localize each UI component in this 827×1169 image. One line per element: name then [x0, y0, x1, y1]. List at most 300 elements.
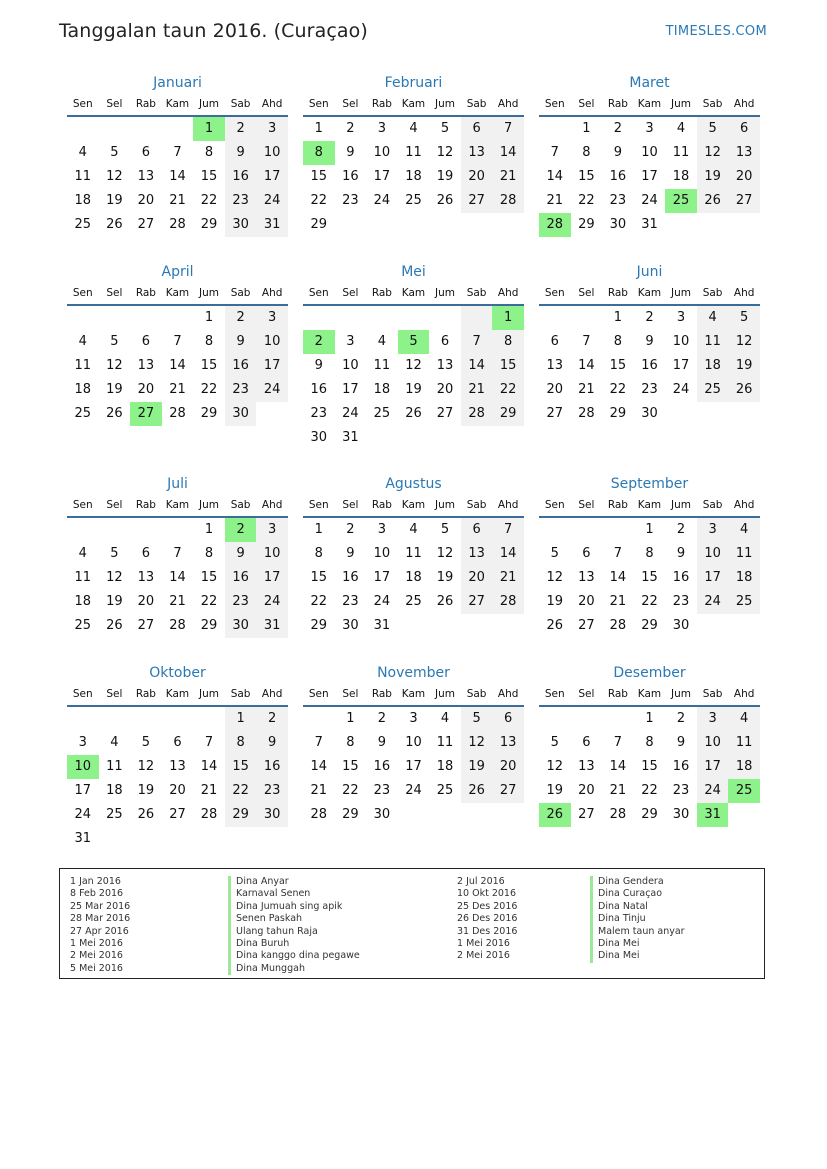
- calendar-day: 16: [310, 382, 328, 397]
- month-name: Juli: [167, 476, 188, 492]
- calendar-day: 29: [310, 217, 328, 232]
- month-name: Maret: [629, 75, 670, 91]
- empty-day: [256, 402, 288, 426]
- week-row: [303, 354, 524, 378]
- weekday-label: Rab: [607, 98, 628, 110]
- calendar-day: 2: [613, 121, 623, 136]
- weekday-label: Sel: [578, 688, 595, 700]
- calendar-day: 25: [373, 406, 391, 421]
- weekday-label: Ahd: [497, 287, 519, 299]
- week-row: [303, 213, 524, 237]
- weekday-label: Ahd: [497, 688, 519, 700]
- calendar-day: 7: [492, 117, 524, 141]
- calendar-day: 5: [550, 735, 559, 750]
- calendar-day: 12: [405, 358, 422, 373]
- empty-day: [225, 827, 257, 851]
- week-row: [539, 731, 760, 755]
- week-row: [539, 614, 760, 638]
- week-row: [67, 354, 288, 378]
- empty-day: [697, 614, 729, 638]
- empty-day: [366, 213, 398, 237]
- calendar-day: 2: [346, 121, 355, 136]
- weekday-label: Kam: [637, 499, 662, 511]
- calendar-day: 28: [492, 189, 524, 213]
- weekday-label: Sel: [106, 499, 123, 511]
- calendar-day: 31: [641, 217, 658, 232]
- calendar-day: 3: [377, 121, 387, 136]
- page-title: Tanggalan taun 2016. (Curaçao): [59, 20, 368, 42]
- calendar-day: 9: [346, 145, 355, 160]
- weekday-label: Sab: [230, 499, 251, 511]
- weekday-label: Ahd: [497, 499, 519, 511]
- calendar-day: 19: [405, 382, 422, 397]
- calendar-day: 3: [377, 522, 387, 537]
- week-row: [67, 731, 288, 755]
- weekday-label: Sab: [466, 688, 487, 700]
- calendar-day: 9: [645, 334, 654, 349]
- calendar-day: 9: [676, 735, 686, 750]
- calendar-day: 11: [728, 731, 760, 755]
- calendar-day: 2: [225, 306, 257, 330]
- calendar-day: 13: [461, 141, 493, 165]
- calendar-day: 12: [461, 731, 493, 755]
- calendar-day: 30: [225, 614, 257, 638]
- calendar-day: 25: [405, 193, 422, 208]
- calendar-day: 18: [106, 783, 123, 798]
- holiday-day: 31: [697, 803, 729, 827]
- month-desember: [539, 662, 760, 827]
- calendar-day: 20: [137, 193, 155, 208]
- week-row: [539, 402, 760, 426]
- calendar-day: 14: [169, 570, 186, 585]
- week-row: [539, 779, 760, 803]
- month-oktober: [67, 662, 288, 851]
- calendar-day: 23: [225, 378, 257, 402]
- weekday-header: [303, 495, 524, 518]
- weekday-label: Sab: [466, 499, 487, 511]
- weekday-label: Rab: [607, 499, 628, 511]
- calendar-day: 11: [373, 358, 391, 373]
- weekday-label: Rab: [135, 499, 156, 511]
- weekday-label: Sen: [544, 98, 565, 110]
- legend-holiday-name: Dina Mei: [590, 938, 685, 950]
- calendar-day: 15: [641, 570, 658, 585]
- calendar-day: 20: [578, 783, 595, 798]
- calendar-day: 22: [200, 193, 218, 208]
- calendar-day: 5: [110, 546, 119, 561]
- weekday-header: [67, 495, 288, 518]
- calendar-day: 20: [137, 382, 155, 397]
- empty-day: [461, 213, 493, 237]
- week-row: [303, 614, 524, 638]
- calendar-day: 12: [728, 330, 760, 354]
- week-row: [303, 566, 524, 590]
- empty-day: [492, 614, 524, 638]
- empty-day: [492, 803, 524, 827]
- month-name: Oktober: [149, 665, 206, 681]
- week-row: [67, 518, 288, 542]
- month-name: April: [161, 264, 194, 280]
- calendar-day: 7: [314, 735, 323, 750]
- calendar-day: 8: [204, 145, 214, 160]
- weekday-label: Jum: [199, 287, 220, 299]
- calendar-day: 25: [728, 590, 760, 614]
- calendar-day: 1: [582, 121, 591, 136]
- weekday-label: Sen: [72, 688, 93, 700]
- calendar-day: 9: [225, 141, 257, 165]
- calendar-day: 14: [609, 759, 627, 774]
- legend-date: 27 Apr 2016: [70, 925, 129, 937]
- empty-day: [99, 707, 131, 731]
- month-november: [303, 662, 524, 827]
- weekday-label: Sel: [106, 287, 123, 299]
- calendar-day: 7: [492, 518, 524, 542]
- weekday-label: Ahd: [261, 499, 283, 511]
- legend-date: 8 Feb 2016: [70, 888, 124, 900]
- calendar-day: 9: [676, 546, 686, 561]
- calendar-day: 30: [641, 406, 658, 421]
- calendar-day: 30: [256, 803, 288, 827]
- weekday-header: [539, 283, 760, 306]
- calendar-day: 11: [405, 546, 422, 561]
- weekday-label: Jum: [199, 98, 220, 110]
- empty-day: [429, 306, 461, 330]
- calendar-day: 17: [641, 169, 658, 184]
- legend-date: 1 Mei 2016: [457, 937, 510, 949]
- empty-day: [429, 614, 461, 638]
- calendar-day: 29: [492, 402, 524, 426]
- calendar-day: 22: [609, 382, 627, 397]
- calendar-day: 15: [609, 358, 627, 373]
- calendar-day: 26: [546, 618, 564, 633]
- calendar-day: 24: [373, 594, 391, 609]
- weekday-label: Sab: [702, 688, 723, 700]
- calendar-day: 28: [200, 807, 218, 822]
- empty-day: [303, 707, 335, 731]
- calendar-day: 30: [672, 807, 690, 822]
- legend-holiday-name: Dina Mei: [590, 950, 685, 962]
- empty-day: [130, 707, 162, 731]
- calendar-day: 8: [613, 334, 623, 349]
- calendar-day: 18: [405, 570, 422, 585]
- week-row: [67, 542, 288, 566]
- month-name: Mei: [401, 264, 426, 280]
- calendar-day: 29: [200, 618, 218, 633]
- calendar-day: 26: [106, 406, 123, 421]
- week-row: [67, 402, 288, 426]
- holiday-legend: [59, 868, 765, 979]
- weekday-label: Sab: [702, 287, 723, 299]
- calendar-day: 11: [672, 145, 690, 160]
- calendar-day: 21: [200, 783, 218, 798]
- calendar-day: 5: [110, 334, 119, 349]
- calendar-day: 1: [613, 310, 623, 325]
- calendar-day: 19: [106, 382, 123, 397]
- weekday-label: Sab: [466, 287, 487, 299]
- calendar-day: 17: [373, 169, 391, 184]
- calendar-day: 1: [645, 711, 654, 726]
- calendar-day: 6: [141, 145, 151, 160]
- week-row: [303, 590, 524, 614]
- empty-day: [398, 614, 430, 638]
- week-row: [67, 707, 288, 731]
- weekday-label: Ahd: [497, 98, 519, 110]
- calendar-day: 5: [440, 121, 450, 136]
- weekday-header: [303, 283, 524, 306]
- calendar-day: 23: [225, 189, 257, 213]
- weekday-label: Sel: [342, 287, 359, 299]
- calendar-day: 27: [137, 217, 155, 232]
- weekday-label: Kam: [401, 287, 426, 299]
- calendar-day: 27: [546, 406, 564, 421]
- calendar-day: 19: [546, 783, 564, 798]
- calendar-day: 12: [436, 546, 454, 561]
- weekday-label: Kam: [165, 287, 190, 299]
- calendar-day: 8: [645, 546, 654, 561]
- empty-day: [539, 117, 571, 141]
- calendar-day: 10: [256, 330, 288, 354]
- weeks-grid: [303, 707, 524, 827]
- calendar-day: 4: [78, 546, 87, 561]
- calendar-day: 27: [492, 779, 524, 803]
- calendar-day: 17: [697, 755, 729, 779]
- holiday-day: 1: [193, 117, 225, 141]
- calendar-day: 16: [373, 759, 391, 774]
- calendar-day: 24: [405, 783, 422, 798]
- weekday-label: Kam: [637, 287, 662, 299]
- calendar-day: 2: [256, 707, 288, 731]
- week-row: [303, 779, 524, 803]
- empty-day: [665, 402, 697, 426]
- calendar-day: 15: [200, 570, 218, 585]
- calendar-day: 17: [74, 783, 92, 798]
- week-row: [67, 141, 288, 165]
- empty-day: [602, 707, 634, 731]
- calendar-day: 12: [106, 169, 123, 184]
- weekday-label: Ahd: [733, 287, 755, 299]
- calendar-day: 21: [546, 193, 564, 208]
- calendar-day: 2: [676, 522, 686, 537]
- calendar-day: 13: [461, 542, 493, 566]
- calendar-day: 1: [346, 711, 355, 726]
- empty-day: [193, 707, 225, 731]
- empty-day: [67, 117, 99, 141]
- holiday-day: 25: [665, 189, 697, 213]
- weekday-label: Sab: [702, 98, 723, 110]
- calendar-day: 22: [200, 594, 218, 609]
- empty-day: [99, 117, 131, 141]
- weekday-label: Jum: [435, 98, 456, 110]
- calendar-day: 26: [405, 406, 422, 421]
- calendar-day: 13: [546, 358, 564, 373]
- calendar-day: 7: [173, 546, 182, 561]
- calendar-day: 7: [461, 330, 493, 354]
- empty-day: [571, 306, 603, 330]
- calendar-day: 5: [141, 735, 151, 750]
- empty-day: [429, 426, 461, 450]
- weekday-label: Jum: [435, 287, 456, 299]
- calendar-day: 18: [728, 755, 760, 779]
- calendar-day: 9: [346, 546, 355, 561]
- empty-day: [728, 402, 760, 426]
- legend-date: 2 Mei 2016: [457, 950, 510, 962]
- legend-holiday-name: Dina Tinju: [590, 913, 685, 925]
- calendar-day: 5: [440, 522, 450, 537]
- calendar-day: 3: [697, 518, 729, 542]
- calendar-day: 18: [697, 354, 729, 378]
- calendar-day: 21: [609, 594, 627, 609]
- empty-day: [162, 707, 194, 731]
- calendar-day: 27: [137, 618, 155, 633]
- calendar-day: 6: [141, 334, 151, 349]
- calendar-day: 6: [461, 518, 493, 542]
- weekday-label: Rab: [371, 98, 392, 110]
- calendar-day: 7: [173, 145, 182, 160]
- holiday-day: 1: [492, 306, 524, 330]
- weekday-header: [67, 283, 288, 306]
- calendar-day: 22: [578, 193, 595, 208]
- weekday-label: Sen: [72, 98, 93, 110]
- legend-holiday-name: Dina Natal: [590, 901, 685, 913]
- calendar-day: 9: [256, 731, 288, 755]
- calendar-day: 23: [225, 590, 257, 614]
- calendar-day: 20: [546, 382, 564, 397]
- week-row: [539, 117, 760, 141]
- calendar-day: 18: [728, 566, 760, 590]
- calendar-day: 16: [225, 165, 257, 189]
- holiday-day: 10: [67, 755, 99, 779]
- month-agustus: [303, 473, 524, 638]
- weekday-label: Kam: [165, 499, 190, 511]
- calendar-day: 6: [440, 334, 450, 349]
- weekday-label: Sen: [308, 499, 329, 511]
- empty-day: [492, 426, 524, 450]
- brand-link[interactable]: TIMESLES.COM: [665, 24, 767, 39]
- calendar-day: 13: [578, 759, 595, 774]
- calendar-day: 1: [645, 522, 654, 537]
- calendar-day: 6: [461, 117, 493, 141]
- week-row: [67, 803, 288, 827]
- holiday-day: 2: [225, 518, 257, 542]
- calendar-day: 13: [492, 731, 524, 755]
- legend-holiday-name: Ulang tahun Raja: [228, 926, 360, 938]
- calendar-day: 5: [697, 117, 729, 141]
- weekday-label: Sab: [466, 98, 487, 110]
- weekday-label: Rab: [607, 688, 628, 700]
- weekday-label: Rab: [371, 499, 392, 511]
- calendar-day: 29: [641, 618, 658, 633]
- weekday-label: Kam: [637, 98, 662, 110]
- calendar-day: 26: [106, 618, 123, 633]
- legend-date: 28 Mar 2016: [70, 913, 131, 925]
- calendar-day: 18: [74, 594, 92, 609]
- weeks-grid: [67, 707, 288, 851]
- calendar-day: 3: [697, 707, 729, 731]
- calendar-day: 14: [310, 759, 328, 774]
- calendar-day: 8: [492, 330, 524, 354]
- weekday-label: Rab: [135, 287, 156, 299]
- weekday-label: Jum: [435, 688, 456, 700]
- week-row: [303, 731, 524, 755]
- calendar-day: 16: [609, 169, 627, 184]
- calendar-day: 15: [200, 169, 218, 184]
- empty-day: [461, 426, 493, 450]
- calendar-day: 17: [373, 570, 391, 585]
- calendar-day: 3: [676, 310, 686, 325]
- calendar-day: 3: [346, 334, 355, 349]
- empty-day: [130, 518, 162, 542]
- empty-day: [366, 426, 398, 450]
- week-row: [67, 189, 288, 213]
- calendar-day: 6: [582, 735, 591, 750]
- weekday-label: Sen: [544, 499, 565, 511]
- weekday-label: Rab: [371, 688, 392, 700]
- weeks-grid: [539, 707, 760, 827]
- calendar-day: 21: [492, 165, 524, 189]
- calendar-day: 16: [256, 755, 288, 779]
- calendar-day: 25: [74, 217, 92, 232]
- calendar-day: 13: [137, 570, 155, 585]
- calendar-day: 27: [578, 618, 595, 633]
- calendar-day: 9: [377, 735, 387, 750]
- week-row: [67, 614, 288, 638]
- calendar-day: 19: [461, 755, 493, 779]
- empty-day: [303, 306, 335, 330]
- calendar-day: 10: [373, 145, 391, 160]
- holiday-day: 5: [398, 330, 430, 354]
- month-februari: [303, 72, 524, 237]
- week-row: [539, 707, 760, 731]
- calendar-day: 26: [728, 378, 760, 402]
- weekday-header: [539, 94, 760, 117]
- week-row: [67, 378, 288, 402]
- calendar-day: 24: [697, 779, 729, 803]
- calendar-day: 24: [373, 193, 391, 208]
- empty-day: [539, 707, 571, 731]
- week-row: [67, 165, 288, 189]
- calendar-day: 20: [728, 165, 760, 189]
- calendar-day: 2: [676, 711, 686, 726]
- empty-day: [665, 213, 697, 237]
- calendar-day: 19: [137, 783, 155, 798]
- weekday-label: Sel: [342, 688, 359, 700]
- calendar-day: 20: [461, 566, 493, 590]
- empty-day: [335, 306, 367, 330]
- calendar-day: 3: [409, 711, 418, 726]
- calendar-day: 27: [461, 189, 493, 213]
- empty-day: [429, 213, 461, 237]
- calendar-day: 11: [74, 358, 92, 373]
- empty-day: [162, 827, 194, 851]
- calendar-day: 11: [697, 330, 729, 354]
- calendar-day: 18: [74, 193, 92, 208]
- calendar-day: 14: [578, 358, 595, 373]
- calendar-day: 12: [106, 570, 123, 585]
- calendar-day: 14: [461, 354, 493, 378]
- calendar-day: 30: [373, 807, 391, 822]
- calendar-day: 27: [436, 406, 454, 421]
- weekday-label: Rab: [135, 98, 156, 110]
- legend-date: 10 Okt 2016: [457, 888, 517, 900]
- calendar-day: 29: [200, 406, 218, 421]
- calendar-day: 15: [310, 169, 328, 184]
- weekday-label: Sen: [72, 499, 93, 511]
- week-row: [303, 378, 524, 402]
- calendar-day: 20: [578, 594, 595, 609]
- calendar-day: 24: [672, 382, 690, 397]
- calendar-day: 25: [106, 807, 123, 822]
- calendar-day: 28: [578, 406, 595, 421]
